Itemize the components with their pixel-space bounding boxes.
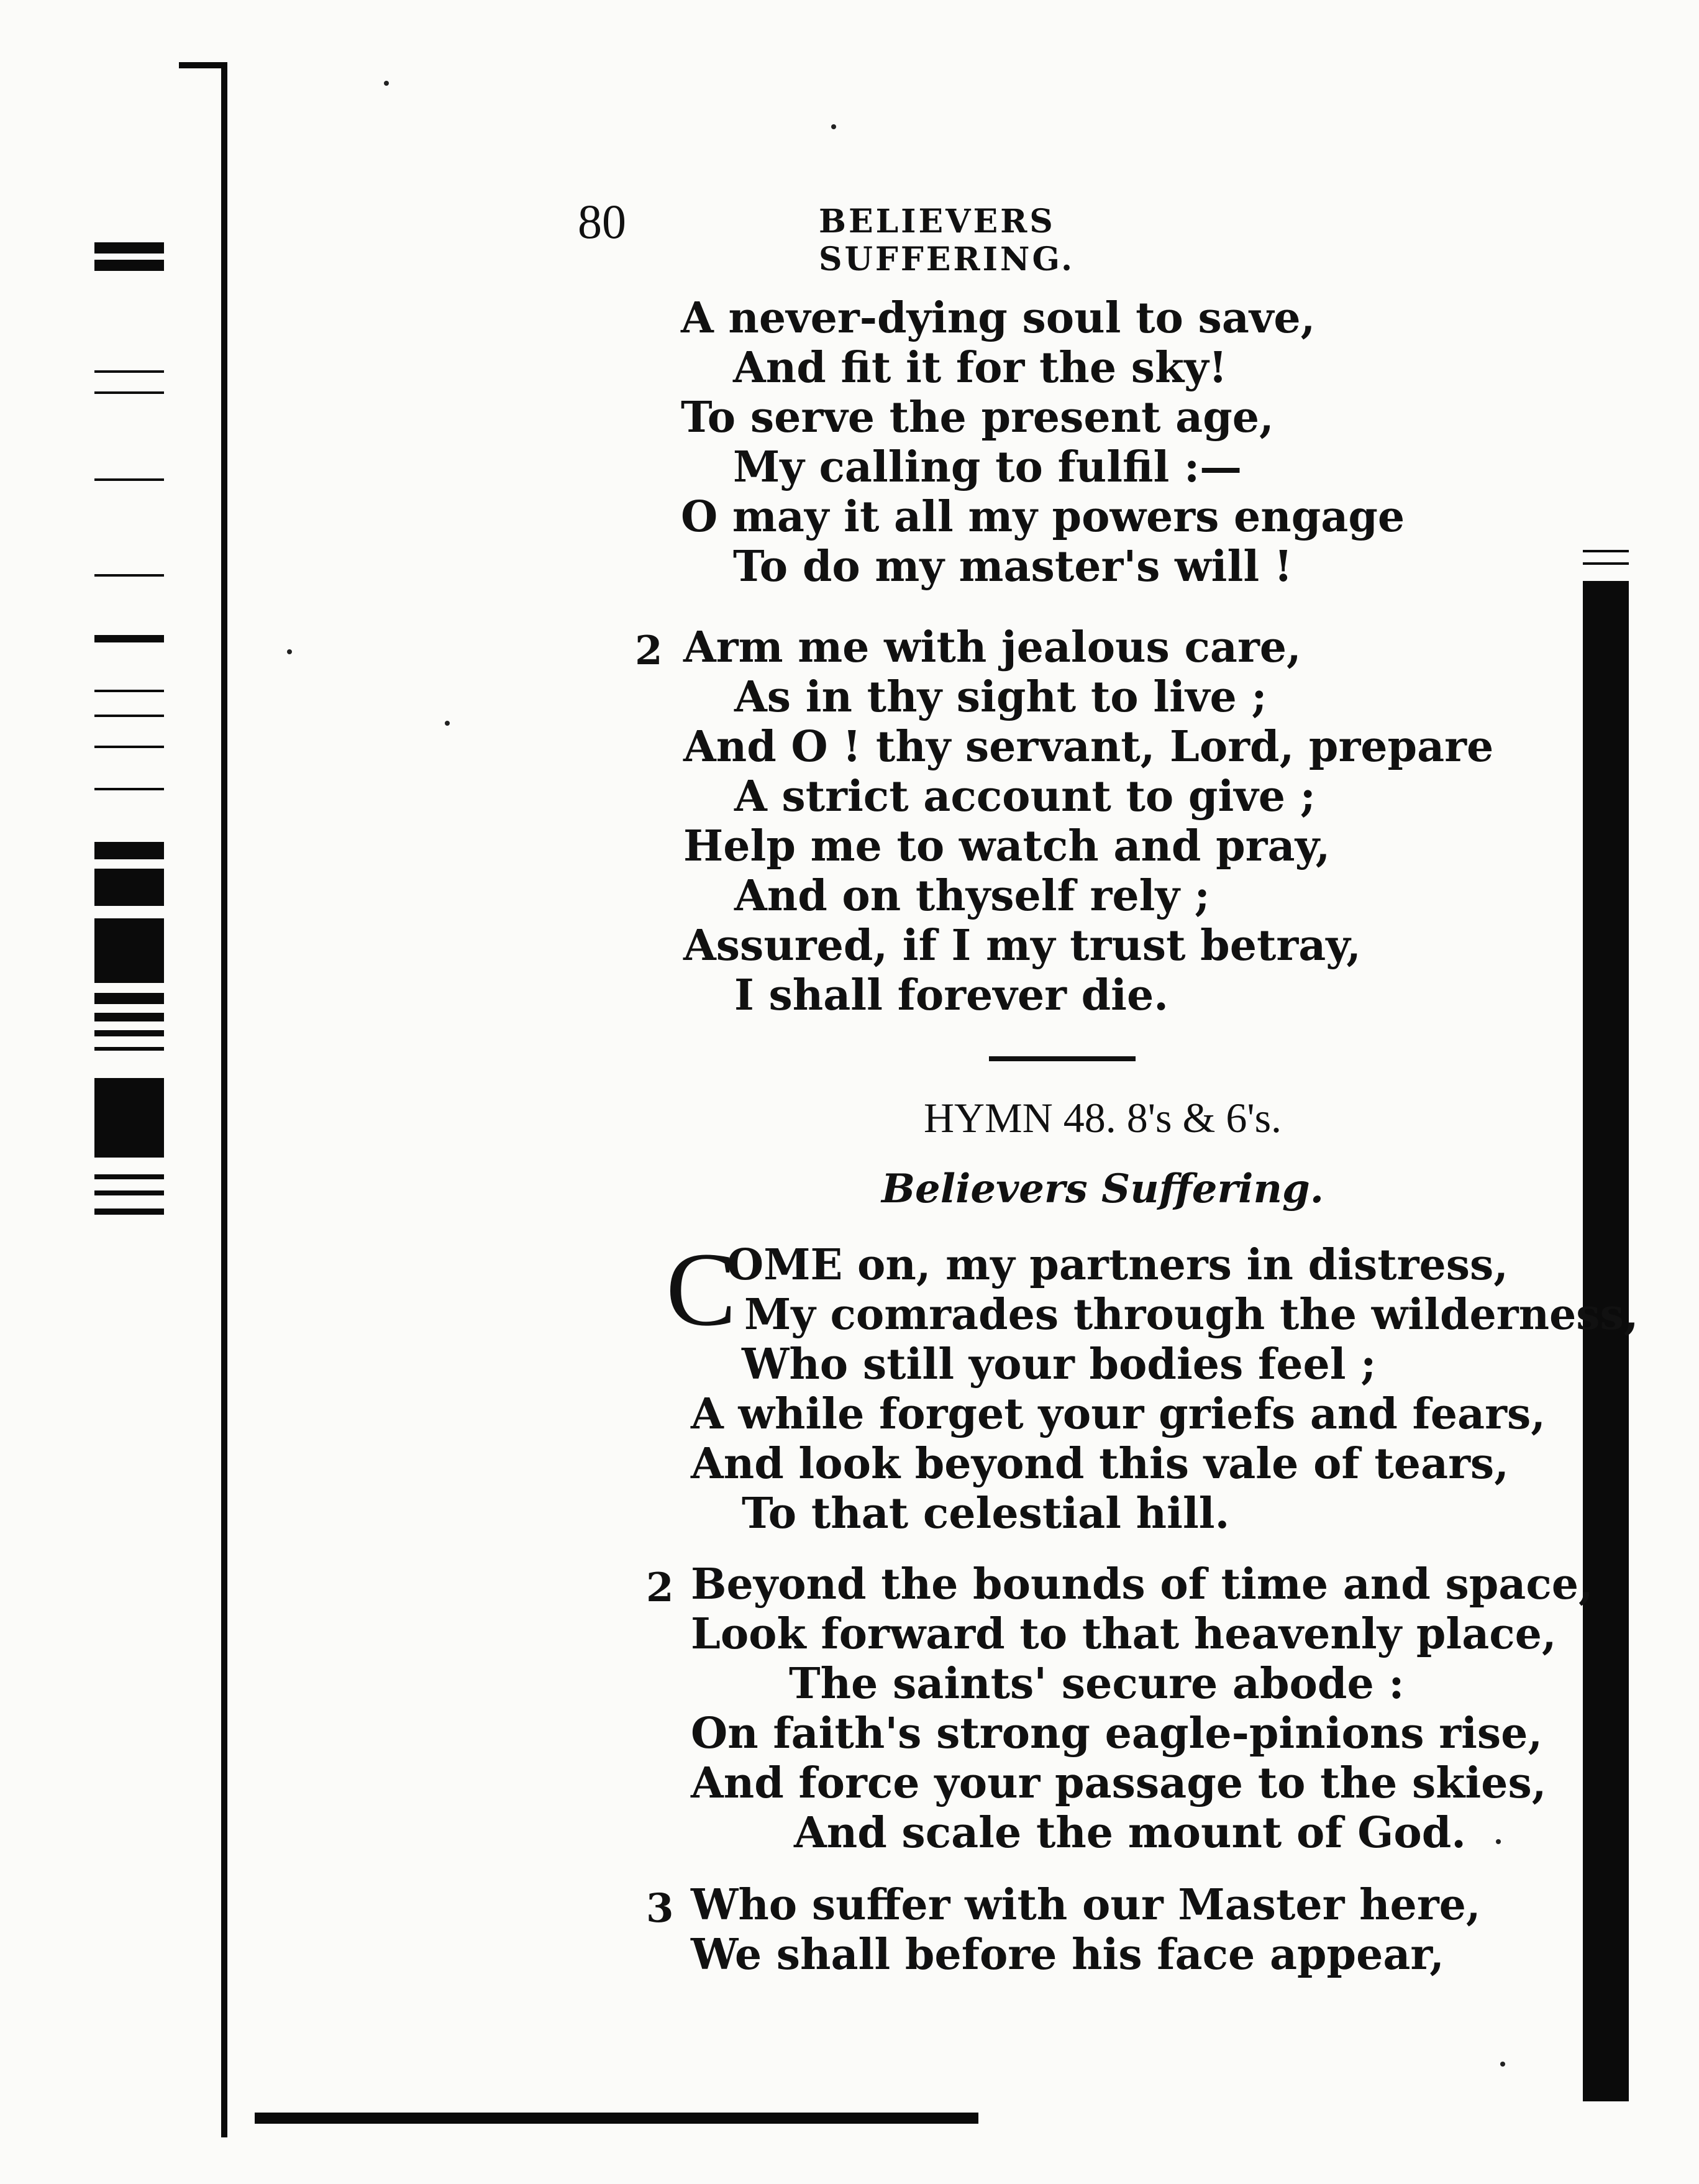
margin-bar — [94, 1174, 164, 1179]
verse-line: O may it all my powers engage — [681, 492, 1405, 542]
verse-line: My comrades through the wilderness, — [744, 1290, 1639, 1340]
verse-line: A while forget your griefs and fears, — [691, 1389, 1546, 1439]
margin-bar — [94, 574, 164, 577]
scan-speck — [1496, 1839, 1501, 1844]
right-edge-tick — [1583, 562, 1629, 565]
margin-bar — [94, 242, 164, 254]
running-head — [578, 194, 1323, 278]
verse-line: Who suffer with our Master here, — [691, 1880, 1481, 1930]
verse-line: Assured, if I my trust betray, — [683, 921, 1361, 971]
verse-line: I shall forever die. — [734, 971, 1168, 1020]
verse-line: To do my master's will ! — [733, 542, 1293, 592]
section-separator — [989, 1056, 1136, 1061]
verse-line: A strict account to give ; — [734, 772, 1316, 821]
stanza-number: 2 — [646, 1565, 674, 1611]
margin-bar — [94, 391, 164, 394]
stanza-number: 2 — [635, 628, 663, 674]
verse-line: And O ! thy servant, Lord, prepare — [683, 722, 1494, 772]
margin-bar — [94, 690, 164, 692]
verse-line: Help me to watch and pray, — [683, 821, 1331, 871]
verse-line: Beyond the bounds of time and space, — [691, 1560, 1593, 1609]
stanza-number: 3 — [646, 1885, 674, 1932]
scan-speck — [287, 649, 292, 654]
verse-line: And look beyond this vale of tears, — [691, 1439, 1509, 1489]
margin-bar — [94, 1047, 164, 1051]
margin-bar — [94, 993, 164, 1004]
verse-line: To that celestial hill. — [742, 1489, 1230, 1538]
margin-bar — [94, 1209, 164, 1215]
margin-bar — [94, 1190, 164, 1195]
verse-line: Who still your bodies feel ; — [742, 1340, 1377, 1389]
hymn-subtitle: Believers Suffering. — [881, 1166, 1324, 1212]
verse-line: My calling to fulfil :— — [733, 442, 1242, 492]
verse-line: And scale the mount of God. — [794, 1808, 1466, 1858]
running-title: BELIEVERS SUFFERING. — [819, 203, 1075, 278]
hymn-heading: HYMN 48. 8's & 6's. — [923, 1094, 1282, 1141]
verse-line: We shall before his face appear, — [691, 1930, 1444, 1980]
verse-line: Arm me with jealous care, — [683, 623, 1301, 672]
verse-line: And on thyself rely ; — [734, 871, 1210, 921]
margin-bar — [94, 788, 164, 790]
margin-bar — [94, 370, 164, 373]
scan-speck — [384, 81, 389, 86]
verse-line: And force your passage to the skies, — [691, 1758, 1547, 1808]
gutter-shadow — [221, 62, 227, 2137]
verse-line: OME on, my partners in distress, — [727, 1240, 1508, 1290]
margin-bar — [94, 478, 164, 481]
margin-bar — [94, 635, 164, 642]
margin-bar — [94, 869, 164, 906]
verse-line: To serve the present age, — [681, 393, 1274, 442]
margin-bar — [94, 842, 164, 859]
margin-bar — [94, 918, 164, 983]
verse-line: Look forward to that heavenly place, — [691, 1609, 1557, 1659]
right-binding-edge — [1583, 581, 1629, 2101]
gutter-corner — [179, 62, 227, 68]
verse-line: As in thy sight to live ; — [734, 672, 1267, 722]
verse-line: The saints' secure abode : — [789, 1659, 1405, 1709]
margin-bar — [94, 746, 164, 748]
page-number: 80 — [578, 194, 626, 249]
drop-cap: C — [666, 1231, 737, 1348]
margin-bar — [94, 715, 164, 717]
scan-speck — [831, 124, 836, 129]
scan-speck — [1500, 2062, 1505, 2067]
verse-line: And fit it for the sky! — [733, 343, 1228, 393]
margin-bar — [94, 1078, 164, 1158]
bottom-edge-shadow — [255, 2113, 978, 2124]
verse-line: On faith's strong eagle-pinions rise, — [691, 1709, 1543, 1758]
right-edge-tick — [1583, 550, 1629, 552]
margin-bar — [94, 1030, 164, 1036]
scan-speck — [445, 721, 450, 726]
margin-bar — [94, 1013, 164, 1021]
margin-bar — [94, 260, 164, 271]
verse-line: A never-dying soul to save, — [681, 293, 1316, 343]
